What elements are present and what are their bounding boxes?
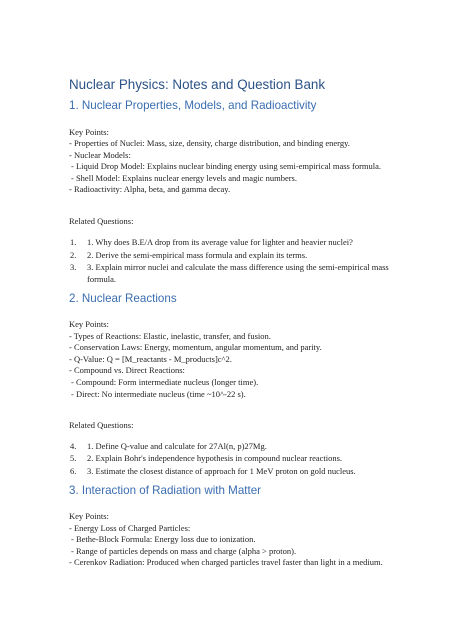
key-point: - Range of particles depends on mass and charge (alpha > proton).: [71, 546, 297, 556]
question-text: 2. Explain Bohr's independence hypothesis in compound nuclear reactions.: [87, 453, 343, 463]
key-point: - Q-Value: Q = [M_reactants - M_products]c^2.: [69, 354, 232, 364]
question-text: 1. Why does B.E/A drop from its average value for lighter and heavier nuclei?: [87, 237, 353, 247]
question-text: 2. Derive the semi-empirical mass formula and explain its terms.: [87, 250, 308, 260]
key-points-label: Key Points:: [69, 511, 109, 521]
question-text-continued: formula.: [87, 274, 117, 284]
key-point: - Radioactivity: Alpha, beta, and gamma decay.: [69, 184, 231, 194]
question-text: 1. Define Q-value and calculate for 27Al(n, p)27Mg.: [87, 441, 267, 451]
key-point: - Properties of Nuclei: Mass, size, density, charge distribution, and binding energy.: [69, 138, 350, 148]
key-point: - Direct: No intermediate nucleus (time ~10^-22 s).: [71, 389, 246, 399]
question-number: 4.: [70, 441, 77, 451]
key-points-label: Key Points:: [69, 127, 109, 137]
section-heading: 3. Interaction of Radiation with Matter: [69, 484, 262, 497]
question-text: 3. Explain mirror nuclei and calculate the mass difference using the semi-empirical mass: [87, 262, 389, 272]
section-heading: 2. Nuclear Reactions: [69, 292, 177, 305]
key-point: - Cerenkov Radiation: Produced when charged particles travel faster than light in a medium.: [69, 557, 383, 567]
key-point: - Nuclear Models:: [69, 150, 131, 160]
key-point: - Energy Loss of Charged Particles:: [69, 523, 191, 533]
document-title: Nuclear Physics: Notes and Question Bank: [69, 77, 326, 92]
key-point: - Compound: Form intermediate nucleus (longer time).: [71, 377, 259, 387]
question-number: 6.: [70, 466, 77, 476]
key-point: - Types of Reactions: Elastic, inelastic, transfer, and fusion.: [69, 331, 271, 341]
question-number: 3.: [70, 262, 77, 272]
key-point: - Compound vs. Direct Reactions:: [69, 365, 185, 375]
related-questions-label: Related Questions:: [69, 420, 134, 430]
question-number: 1.: [70, 237, 77, 247]
related-questions-label: Related Questions:: [69, 216, 134, 226]
question-text: 3. Estimate the closest distance of approach for 1 MeV proton on gold nucleus.: [87, 466, 356, 476]
key-points-label: Key Points:: [69, 319, 109, 329]
question-number: 5.: [70, 453, 77, 463]
key-point: - Liquid Drop Model: Explains nuclear binding energy using semi-empirical mass formula.: [71, 161, 382, 171]
section-heading: 1. Nuclear Properties, Models, and Radioactivity: [69, 99, 317, 112]
key-point: - Shell Model: Explains nuclear energy levels and magic numbers.: [71, 173, 297, 183]
key-point: - Conservation Laws: Energy, momentum, angular momentum, and parity.: [69, 342, 322, 352]
key-point: - Bethe-Block Formula: Energy loss due to ionization.: [71, 534, 256, 544]
question-number: 2.: [70, 250, 77, 260]
